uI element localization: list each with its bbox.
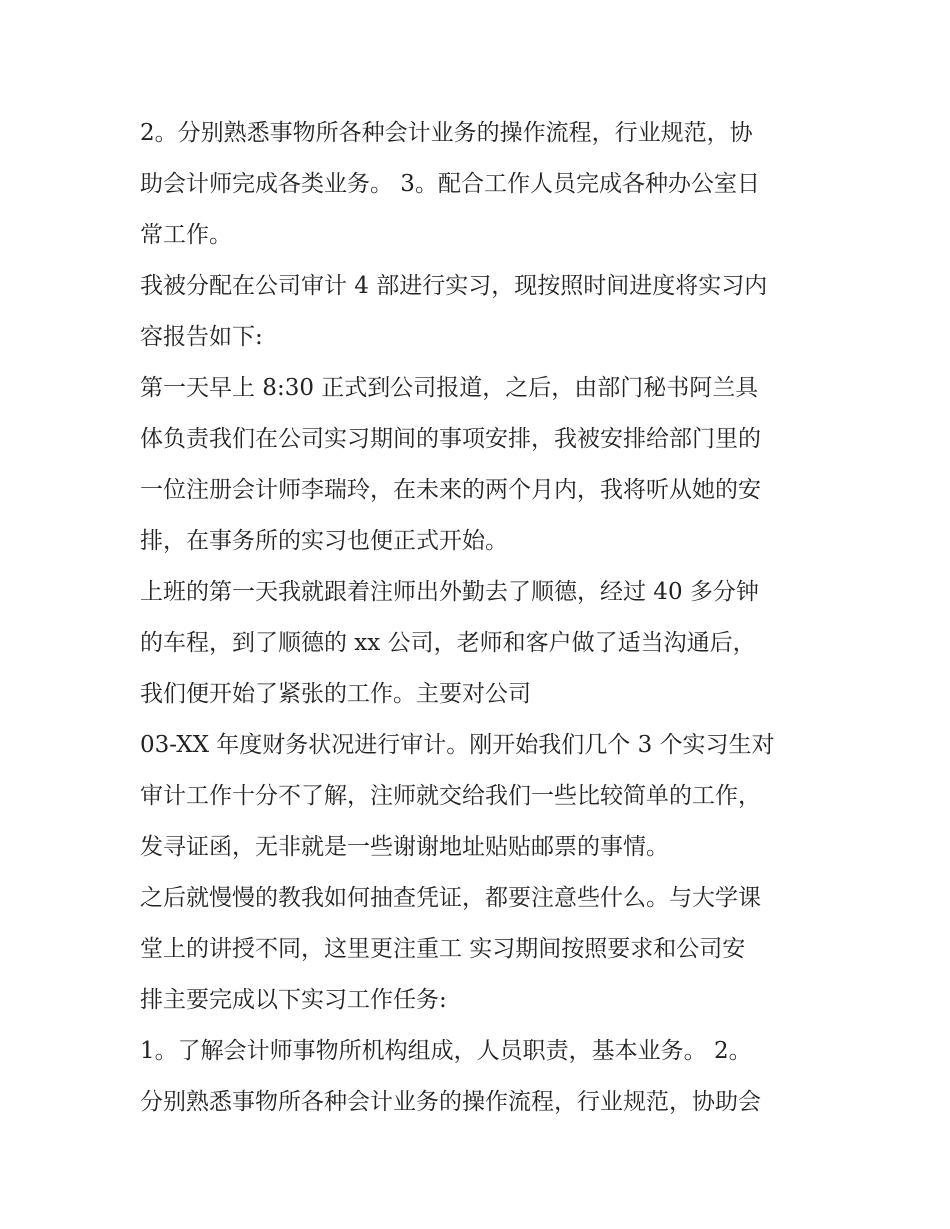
text-line: 排，在事务所的实习也便正式开始。	[140, 528, 508, 554]
text-line: 我们便开始了紧张的工作。主要对公司	[140, 681, 531, 707]
text-line: 发寻证函，无非就是一些谢谢地址贴贴邮票的事情。	[140, 834, 669, 860]
text-line: 体负责我们在公司实习期间的事项安排，我被安排给部门里的	[140, 426, 761, 452]
text-line: 分别熟悉事物所各种会计业务的操作流程，行业规范，协助会	[140, 1089, 761, 1115]
text-line: 之后就慢慢的教我如何抽查凭证，都要注意些什么。与大学课	[140, 885, 761, 911]
document-body	[140, 108, 820, 1128]
text-line: 的车程，到了顺德的 xx 公司，老师和客户做了适当沟通后，	[140, 630, 756, 656]
text-line: 一位注册会计师李瑞玲，在未来的两个月内，我将听从她的安	[140, 477, 761, 503]
text-line: 03-XX 年度财务状况进行审计。刚开始我们几个 3 个实习生对	[140, 732, 775, 758]
text-line: 第一天早上 8:30 正式到公司报道，之后，由部门秘书阿兰具	[140, 375, 759, 401]
text-line: 2。分别熟悉事物所各种会计业务的操作流程，行业规范，协	[140, 120, 753, 146]
text-line: 我被分配在公司审计 4 部进行实习，现按照时间进度将实习内	[140, 273, 768, 299]
text-line: 上班的第一天我就跟着注师出外勤去了顺德，经过 40 多分钟	[140, 579, 759, 605]
text-line: 助会计师完成各类业务。 3。配合工作人员完成各种办公室日	[140, 171, 760, 197]
text-line: 排主要完成以下实习工作任务:	[140, 987, 447, 1013]
text-line: 容报告如下:	[140, 324, 263, 350]
text-line: 堂上的讲授不同，这里更注重工 实习期间按照要求和公司安	[140, 936, 746, 962]
text-line: 1。了解会计师事物所机构组成，人员职责，基本业务。 2。	[140, 1038, 752, 1064]
text-line: 常工作。	[140, 222, 232, 248]
text-line: 审计工作十分不了解，注师就交给我们一些比较简单的工作，	[140, 783, 761, 809]
